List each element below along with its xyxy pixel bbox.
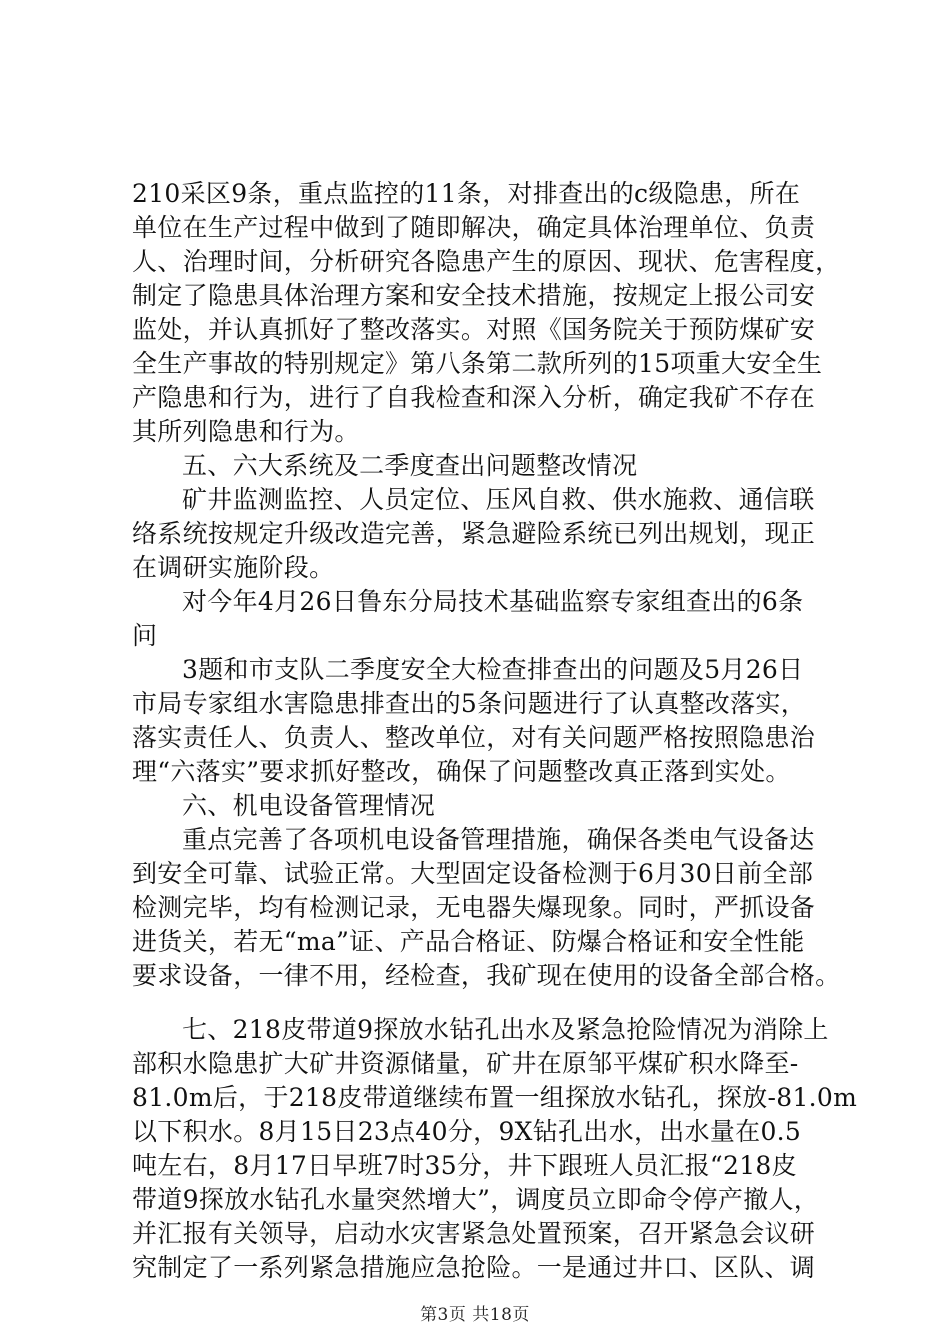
section-heading-6: 六、机电设备管理情况 [182, 791, 436, 820]
body-text-line: 制定了隐患具体治理方案和安全技术措施，按规定上报公司安 [132, 281, 816, 310]
body-text-line: 并汇报有关领导，启动水灾害紧急处置预案，召开紧急会议研 [132, 1219, 816, 1248]
body-text-line: 进货关，若无“ma”证、产品合格证、防爆合格证和安全性能 [132, 927, 805, 956]
body-text-line: 对今年4月26日鲁东分局技术基础监察专家组查出的6条 [182, 587, 804, 616]
body-text-line: 检测完毕，均有检测记录，无电器失爆现象。同时，严抓设备 [132, 893, 816, 922]
body-text-line: 单位在生产过程中做到了随即解决，确定具体治理单位、负责 [132, 213, 816, 242]
page-number-footer: 第3页 共18页 [420, 1305, 530, 1325]
body-text-line: 要求设备，一律不用，经检查，我矿现在使用的设备全部合格。 [132, 961, 841, 990]
body-text-line: 在调研实施阶段。 [132, 553, 335, 582]
body-text-line: 落实责任人、负责人、整改单位，对有关问题严格按照隐患治 [132, 723, 816, 752]
body-text-line: 210采区9条，重点监控的11条，对排查出的c级隐患，所在 [132, 179, 801, 208]
body-text-line: 吨左右，8月17日早班7时35分，井下跟班人员汇报“218皮 [132, 1151, 797, 1180]
section-heading-7: 七、218皮带道9探放水钻孔出水及紧急抢险情况为消除上 [182, 1015, 829, 1044]
body-text-line: 人、治理时间，分析研究各隐患产生的原因、现状、危害程度， [132, 247, 841, 276]
body-text-line: 产隐患和行为，进行了自我检查和深入分析，确定我矿不存在 [132, 383, 816, 412]
body-text-line: 部积水隐患扩大矿井资源储量，矿井在原邹平煤矿积水降至- [132, 1049, 799, 1078]
body-text-line: 到安全可靠、试验正常。大型固定设备检测于6月30日前全部 [132, 859, 814, 888]
body-text-line: 81.0m后，于218皮带道继续布置一组探放水钻孔，探放-81.0m [132, 1083, 858, 1112]
body-text-line: 3题和市支队二季度安全大检查排查出的问题及5月26日 [182, 655, 804, 684]
body-text-line: 全生产事故的特别规定》第八条第二款所列的15项重大安全生 [132, 349, 823, 378]
body-text-line: 市局专家组水害隐患排查出的5条问题进行了认真整改落实， [132, 689, 807, 718]
body-text-line: 监处，并认真抓好了整改落实。对照《国务院关于预防煤矿安 [132, 315, 816, 344]
body-text-line: 究制定了一系列紧急措施应急抢险。一是通过井口、区队、调 [132, 1253, 816, 1282]
body-text-line: 重点完善了各项机电设备管理措施，确保各类电气设备达 [182, 825, 815, 854]
body-text-line: 其所列隐患和行为。 [132, 417, 360, 446]
body-text-line: 带道9探放水钻孔水量突然增大”，调度员立即命令停产撤人， [132, 1185, 820, 1214]
body-text-line: 问 [132, 621, 158, 650]
body-text-line: 以下积水。8月15日23点40分，9X钻孔出水，出水量在0.5 [132, 1117, 802, 1146]
section-heading-5: 五、六大系统及二季度查出问题整改情况 [182, 451, 638, 480]
body-text-line: 理“六落实”要求抓好整改，确保了问题整改真正落到实处。 [132, 757, 791, 786]
body-text-line: 矿井监测监控、人员定位、压风自救、供水施救、通信联 [182, 485, 815, 514]
body-text-line: 络系统按规定升级改造完善，紧急避险系统已列出规划，现正 [132, 519, 816, 548]
